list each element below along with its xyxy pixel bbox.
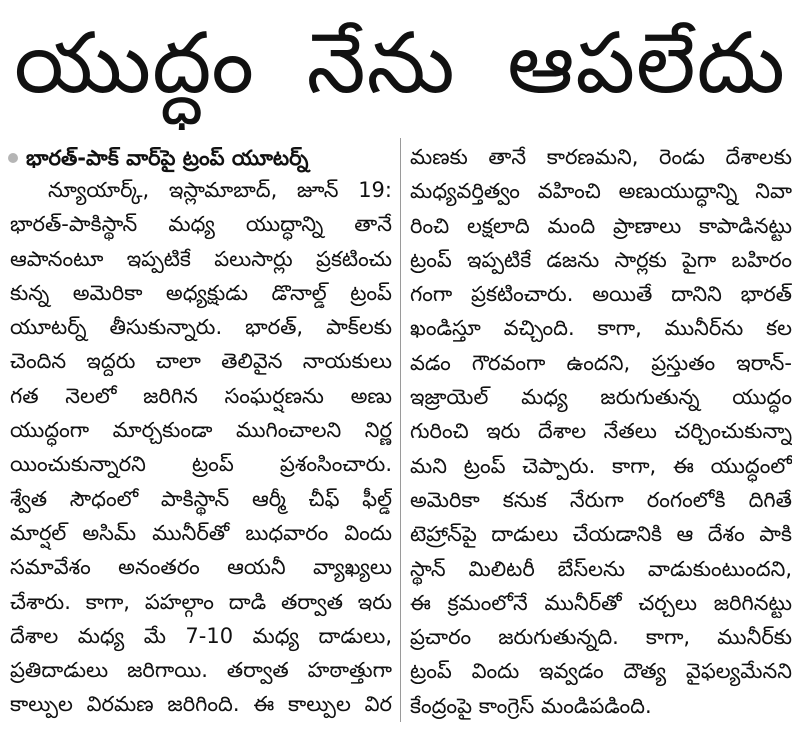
text-line: యూటర్న్ తీసుకున్నారు. భారత్, పాక్‌లకు: [10, 315, 392, 340]
text-line: ఈ క్రమంలోనే మునీర్‌తో చర్చలు జరిగినట్టు: [410, 590, 792, 615]
text-line: కాల్పుల విరమణ జరిగింది. ఈ కాల్పుల విర: [10, 692, 392, 717]
text-line: ట్రంప్ విందు ఇవ్వడం దౌత్య వైఫల్యమేనని: [410, 659, 792, 684]
text-line: దేశాల మధ్య మే 7-10 మధ్య దాడులు,: [10, 623, 392, 648]
text-line: శ్వేత సౌధంలో పాకిస్థాన్ ఆర్మీ చీఫ్ ఫీల్డ్: [10, 486, 392, 511]
text-line: మని ట్రంప్ చెప్పారు. కాగా, ఈ యుద్ధంలో: [410, 453, 792, 478]
text-line: గత నెలలో జరిగిన సంఘర్షణను అణు: [10, 383, 392, 408]
text-line: మార్షల్ అసిమ్ మునీర్‌తో బుధవారం విందు: [10, 520, 392, 545]
column-divider: [400, 138, 401, 722]
left-column: [10, 173, 392, 725]
text-line: ఇజ్రాయెల్ మధ్య జరుగుతున్న యుద్ధం: [410, 385, 792, 410]
headline: యుద్ధం నేను ఆపలేదు: [14, 14, 786, 112]
text-line: వడం గౌరవంగా ఉందని, ప్రస్తుతం ఇరాన్-: [410, 350, 792, 375]
text-line: యించుకున్నారని ట్రంప్ ప్రశంసించారు.: [10, 452, 392, 477]
text-line: అమెరికా కనుక నేరుగా రంగంలోకి దిగితే: [410, 487, 792, 512]
subheading-text: భారత్-పాక్ వార్‌పై ట్రంప్ యూటర్న్: [26, 146, 309, 170]
text-line: కేంద్రంపై కాంగ్రెస్ మండిపడింది.: [410, 693, 652, 718]
subheading: [8, 141, 392, 175]
right-column: [410, 140, 792, 728]
text-line: ప్రచారం జరుగుతున్నది. కాగా, మునీర్‌కు: [410, 625, 792, 650]
text-line: స్థాన్ మిలిటరీ బేస్‌లను వాడుకుంటుందని,: [410, 556, 792, 581]
text-line: టెహ్రాన్‌పై దాడులు చేయడానికి ఆ దేశం పాకి: [410, 522, 792, 547]
text-line: ఆపానంటూ ఇప్పటికే పలుసార్లు ప్రకటించు: [10, 246, 392, 271]
text-line: చేశారు. కాగా, పహల్గాం దాడి తర్వాత ఇరు: [10, 589, 392, 614]
text-line: చెందిన ఇద్దరు చాలా తెలివైన నాయకులు: [10, 349, 392, 374]
text-line: మణకు తానే కారణమని, రెండు దేశాలకు: [410, 145, 792, 169]
text-line: సమావేశం అనంతరం ఆయనీ వ్యాఖ్యలు: [10, 555, 392, 580]
text-line: భారత్-పాకిస్థాన్ మధ్య యుద్ధాన్ని తానే: [10, 212, 392, 237]
text-line: ట్రంప్ ఇప్పటికే డజను సార్లకు పైగా బహిరం: [410, 247, 792, 272]
text-line: మధ్యవర్తిత్వం వహించి అణుయుద్ధాన్ని నివా: [410, 179, 792, 204]
text-line: రించి లక్షలాది మంది ప్రాణాలు కాపాడినట్టు: [410, 213, 792, 238]
dateline: న్యూయార్క్, ఇస్లామాబాద్, జూన్ 19:: [48, 178, 392, 202]
bullet-icon: [8, 153, 18, 163]
text-line: గురించి ఇరు దేశాల నేతలు చర్చించుకున్నా: [410, 419, 792, 444]
text-line: ఖండిస్తూ వచ్చింది. కాగా, మునీర్‌ను కల: [410, 316, 792, 341]
text-line: గంగా ప్రకటించారు. అయితే దానిని భారత్: [410, 282, 792, 307]
text-line: ప్రతిదాడులు జరిగాయి. తర్వాత హఠాత్తుగా: [10, 658, 392, 683]
text-line: కున్న అమెరికా అధ్యక్షుడు డొనాల్డ్ ట్రంప్: [10, 280, 392, 305]
text-line: యుద్ధంగా మార్చకుండా ముగించాలని నిర్ణ: [10, 418, 392, 443]
